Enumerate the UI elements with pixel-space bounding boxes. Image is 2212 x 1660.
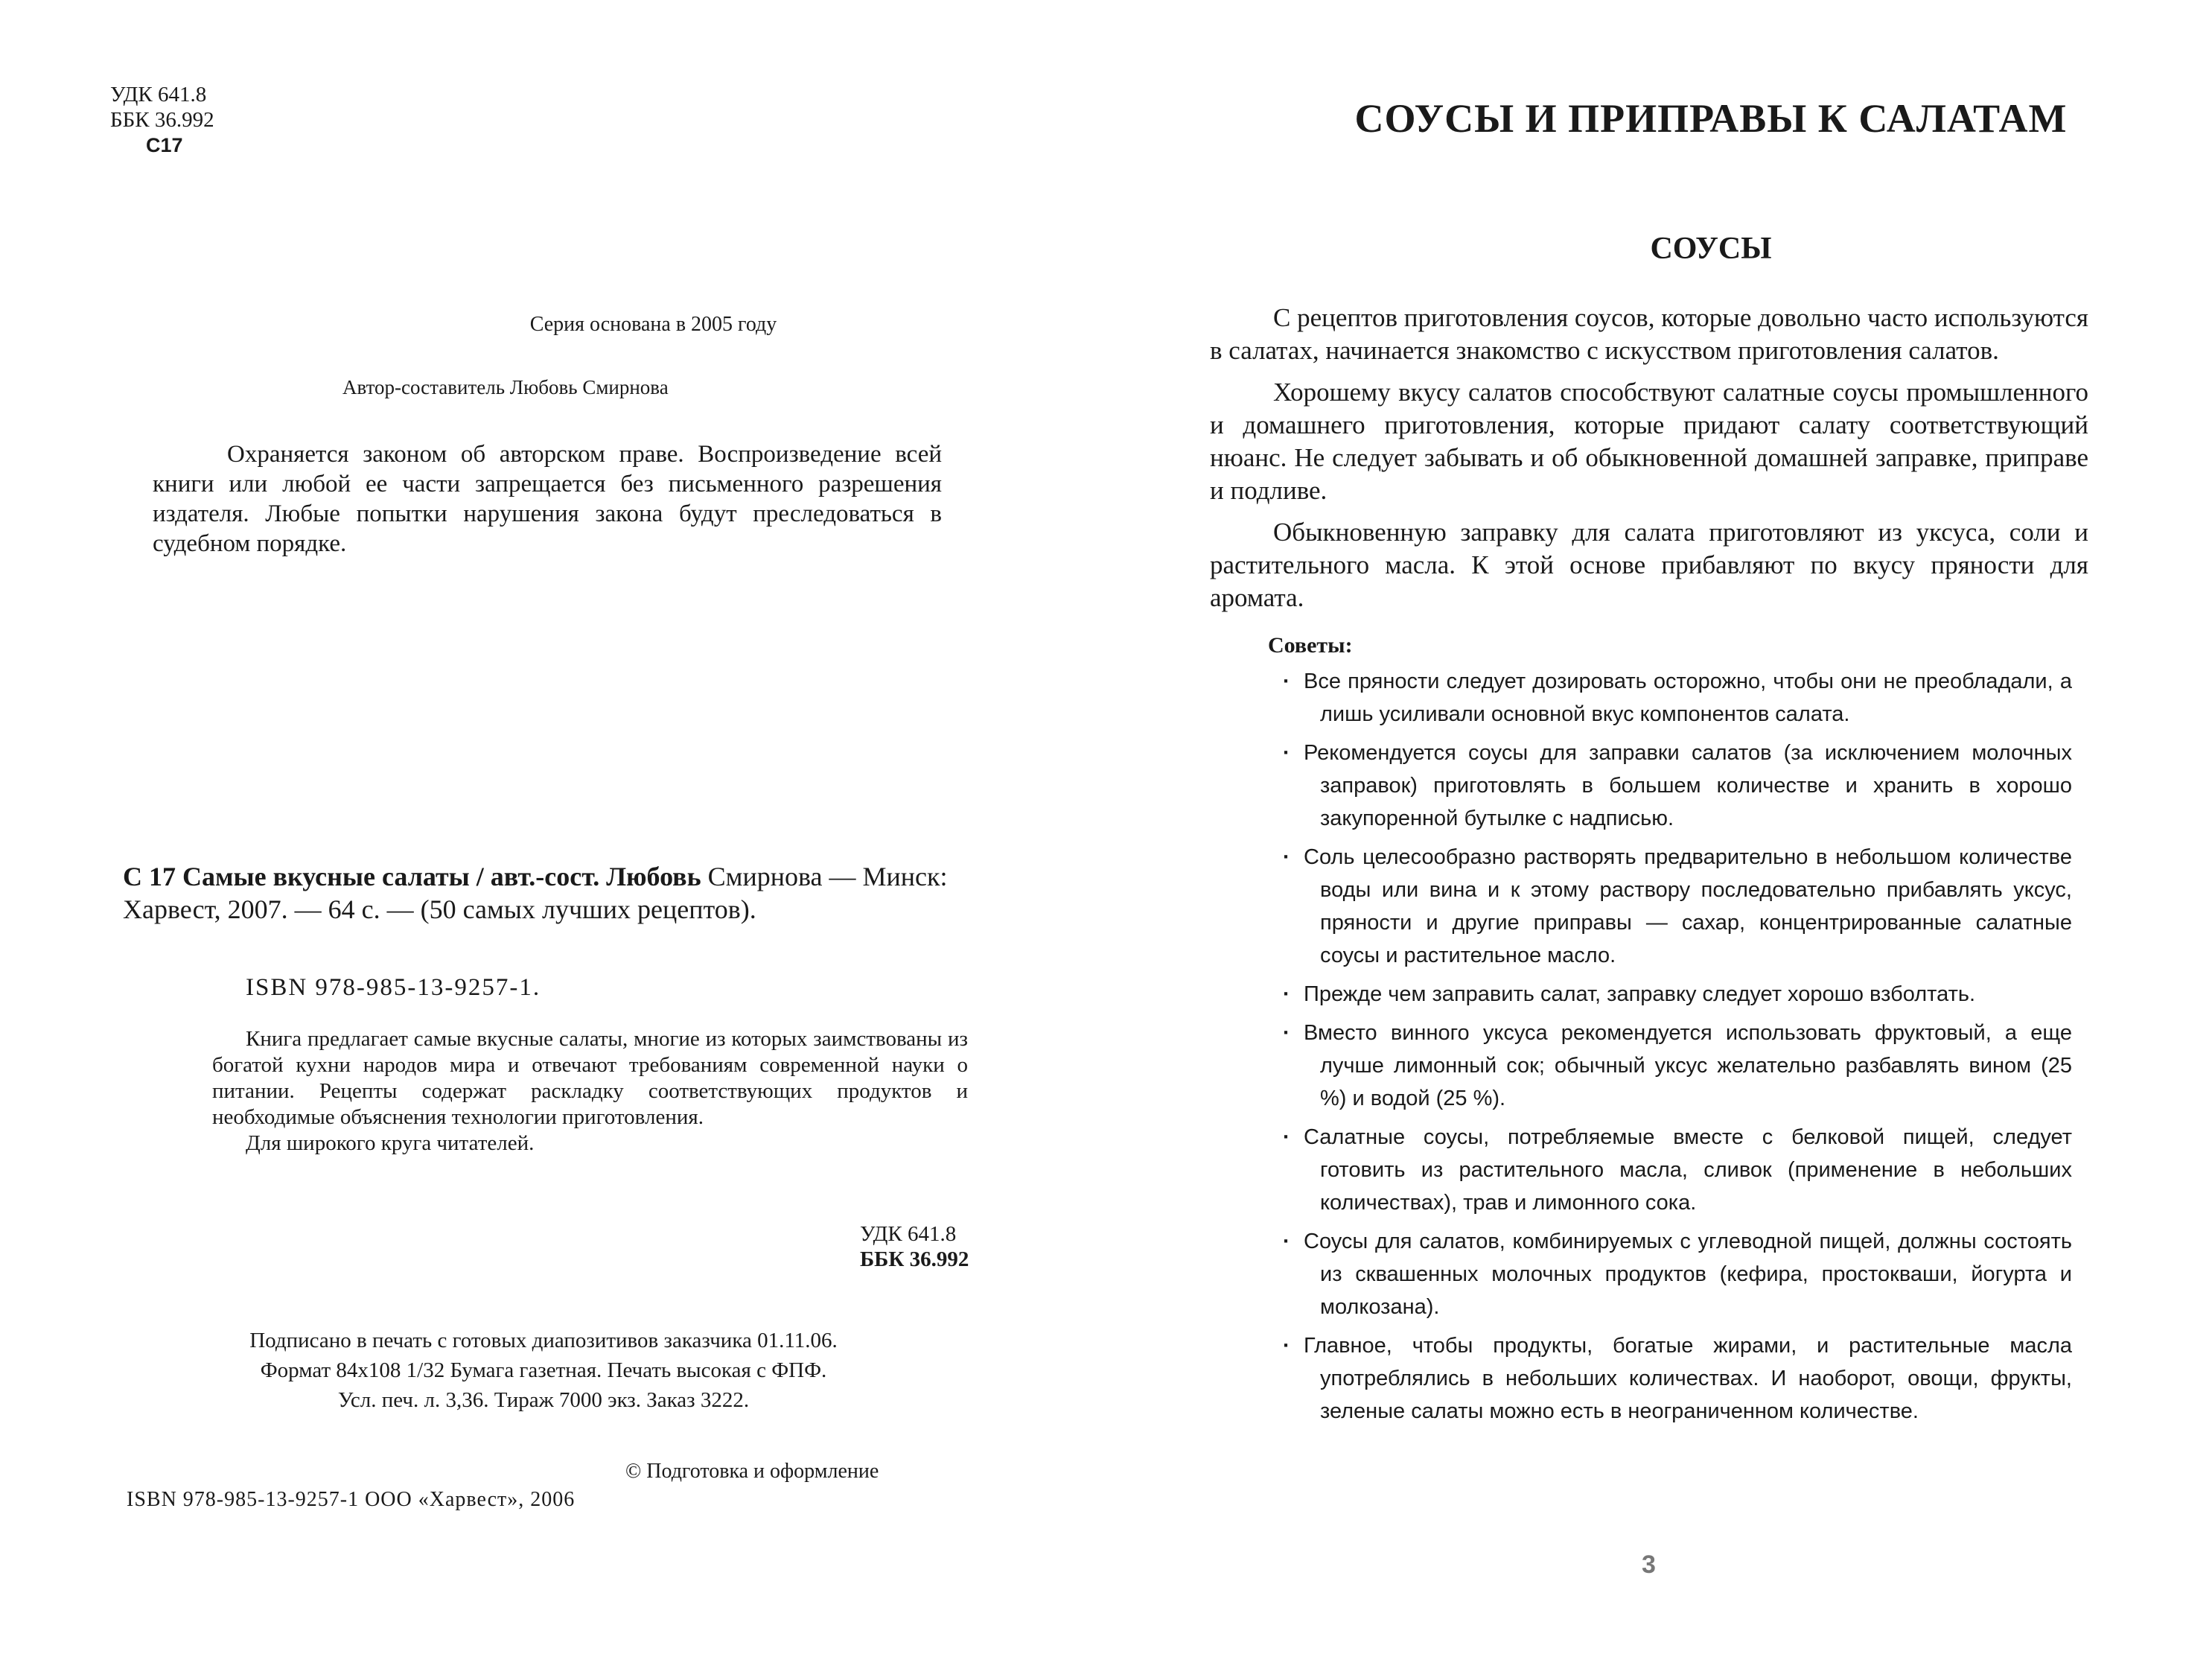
chapter-title: СОУСЫ И ПРИПРАВЫ К САЛАТАМ <box>1354 96 2068 141</box>
author-compiler: Автор-составитель Любовь Смирнова <box>342 376 669 398</box>
imprint <box>164 1326 923 1415</box>
bibliographic-record <box>123 860 964 926</box>
list-item: · Соль целесообразно растворять предварительно в небольшом количестве воды или вина и к этому раствору последовательно прибавлять уксус, пряности и другие приправы — сахар, концентрированные салатные соусы и растительное масло. <box>1283 845 2072 967</box>
bib-rest: Смирнова — Минск: Харвест, 2007. — 64 с. — (50 самых лучших рецептов). <box>123 862 948 924</box>
imprint-line: Подписано в печать с готовых диапозитивов заказчика 01.11.06. <box>249 1329 838 1352</box>
author-code: С17 <box>146 134 183 156</box>
right-page <box>1106 0 2212 1660</box>
paragraph: С рецептов приготовления соусов, которые довольно часто используются в салатах, начинается знакомство с искусством приготовления салатов. <box>1210 303 2088 365</box>
udk-line: УДК 641.8 <box>110 83 207 106</box>
tips-heading: Советы: <box>1268 633 1353 658</box>
tips-list <box>1268 665 2072 1434</box>
list-item: · Соусы для салатов, комбинируемых с углеводной пищей, должны состоять из сквашенных молочных продуктов (кефира, простокваши, йогурта и молкозана). <box>1283 1230 2072 1319</box>
page-number: 3 <box>1642 1551 1656 1579</box>
list-item: · Прежде чем заправить салат, заправку следует хорошо взболтать. <box>1283 982 1976 1006</box>
audience-text: Для широкого круга читателей. <box>246 1131 535 1155</box>
series-note: Серия основана в 2005 году <box>529 313 777 336</box>
list-item: · Салатные соусы, потребляемые вместе с белковой пищей, следует готовить из растительного масла, сливок (применение в небольших количествах), трав и лимонного сока. <box>1283 1125 2072 1215</box>
udk-bbk-bottom: УДК 641.8 ББК 36.992 <box>860 1222 969 1271</box>
list-item: · Вместо винного уксуса рекомендуется использовать фруктовый, а еще лучше лимонный сок; обычный уксус желательно разбавлять вином (25 %) и водой (25 %). <box>1283 1021 2072 1110</box>
paragraph: Обыкновенную заправку для салата приготовляют из уксуса, соли и растительного масла. К этой основе прибавляют по вкусу пряности для аромата. <box>1210 518 2088 612</box>
bib-heading: С 17 Самые вкусные салаты / авт.-сост. Любовь <box>123 862 701 891</box>
copyright-notice: Охраняется законом об авторском праве. Воспроизведение всей книги или любой ее части запрещается без письменного разрешения издателя. Любые попытки нарушения закона будут преследоваться в судебном порядке. <box>153 441 942 557</box>
imprint-line: Формат 84x108 1/32 Бумага газетная. Печать высокая с ФПФ. <box>260 1358 827 1382</box>
bbk-line: ББК 36.992 <box>110 108 214 132</box>
paragraph: Хорошему вкусу салатов способствуют салатные соусы промышленного и домашнего приготовления, которые придают салату соответствующий нюанс. Не следует забывать и об обыкновенной домашней заправке, приправе и подливе. <box>1210 378 2088 505</box>
isbn-publisher: ISBN 978-985-13-9257-1 ООО «Харвест», 2006 <box>127 1488 576 1511</box>
section-title: СОУСЫ <box>1650 232 1772 266</box>
annotation-text: Книга предлагает самые вкусные салаты, многие из которых заимствованы из богатой кухни народов мира и отвечают требованиям современной науки о питании. Рецепты содержат раскладку соответствующих продуктов и необходимые объяснения технологии приготовления. <box>212 1027 968 1129</box>
list-item: · Рекомендуется соусы для заправки салатов (за исключением молочных заправок) приготовлять в большем количестве и хранить в хорошо закупоренной бутылке с надписью. <box>1283 741 2072 830</box>
preparation-copyright: © Подготовка и оформление <box>625 1460 879 1483</box>
list-item: · Главное, чтобы продукты, богатые жирами, и растительные масла употреблялись в небольших количествах. И наоборот, овощи, фрукты, зеленые салаты можно есть в неограниченном количестве. <box>1283 1334 2072 1423</box>
imprint-line: Усл. печ. л. 3,36. Тираж 7000 экз. Заказ 3222. <box>337 1388 750 1412</box>
annotation <box>212 1026 968 1157</box>
udk-bbk-top <box>110 82 214 158</box>
list-item: · Все пряности следует дозировать осторожно, чтобы они не преобладали, а лишь усиливали основной вкус компонентов салата. <box>1283 670 2072 726</box>
body-text <box>1210 302 2088 623</box>
isbn: ISBN 978-985-13-9257-1. <box>246 974 541 1001</box>
